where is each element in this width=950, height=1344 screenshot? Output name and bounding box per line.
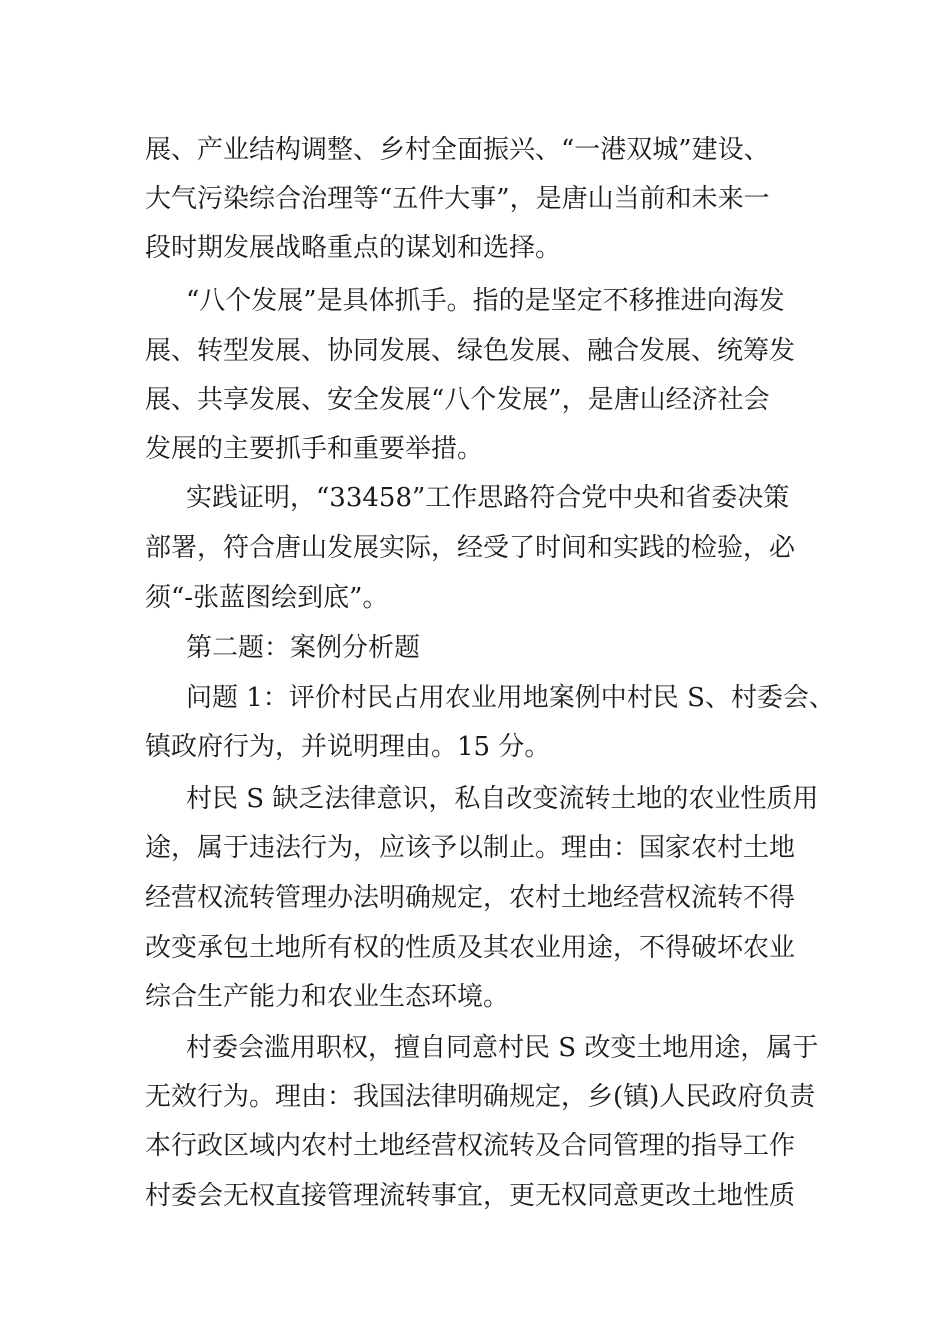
text-line: 综合生产能力和农业生态环境。 (145, 982, 510, 1012)
text-line: 途，属于违法行为，应该予以制止。理由：国家农村土地 (145, 833, 796, 863)
text-line: 村民 S 缺乏法律意识，私自改变流转土地的农业性质用 (186, 784, 819, 814)
text-line: 经营权流转管理办法明确规定，农村土地经营权流转不得 (145, 883, 796, 913)
text-line: 问题 1：评价村民占用农业用地案例中村民 S、村委会、 (186, 683, 835, 713)
text-line: 村委会无权直接管理流转事宜，更无权同意更改土地性质 (145, 1181, 796, 1211)
text-line: 须“-张蓝图绘到底”。 (145, 583, 389, 613)
text-line: 部署，符合唐山发展实际，经受了时间和实践的检验，必 (145, 533, 796, 563)
text-line: 展、产业结构调整、乡村全面振兴、“一港双城”建设、 (145, 135, 770, 165)
text-line: 改变承包土地所有权的性质及其农业用途，不得破坏农业 (145, 933, 796, 963)
text-line: 段时期发展战略重点的谋划和选择。 (145, 233, 562, 263)
text-line: 镇政府行为，并说明理由。15 分。 (145, 732, 551, 762)
text-line: 无效行为。理由：我国法律明确规定，乡(镇)人民政府负责 (145, 1082, 816, 1112)
text-line: 实践证明，“33458”工作思路符合党中央和省委决策 (186, 483, 790, 513)
text-line: 展、转型发展、协同发展、绿色发展、融合发展、统筹发 (145, 336, 796, 366)
text-line: 发展的主要抓手和重要举措。 (145, 434, 484, 464)
text-line: “八个发展”是具体抓手。指的是坚定不移推进向海发 (186, 286, 785, 316)
text-line: 村委会滥用职权，擅自同意村民 S 改变土地用途，属于 (186, 1033, 819, 1063)
text-line: 大气污染综合治理等“五件大事”，是唐山当前和未来一 (145, 184, 770, 214)
text-line: 展、共享发展、安全发展“八个发展”，是唐山经济社会 (145, 385, 770, 415)
section-heading: 第二题：案例分析题 (186, 633, 421, 663)
text-line: 本行政区域内农村土地经营权流转及合同管理的指导工作 (145, 1131, 796, 1161)
